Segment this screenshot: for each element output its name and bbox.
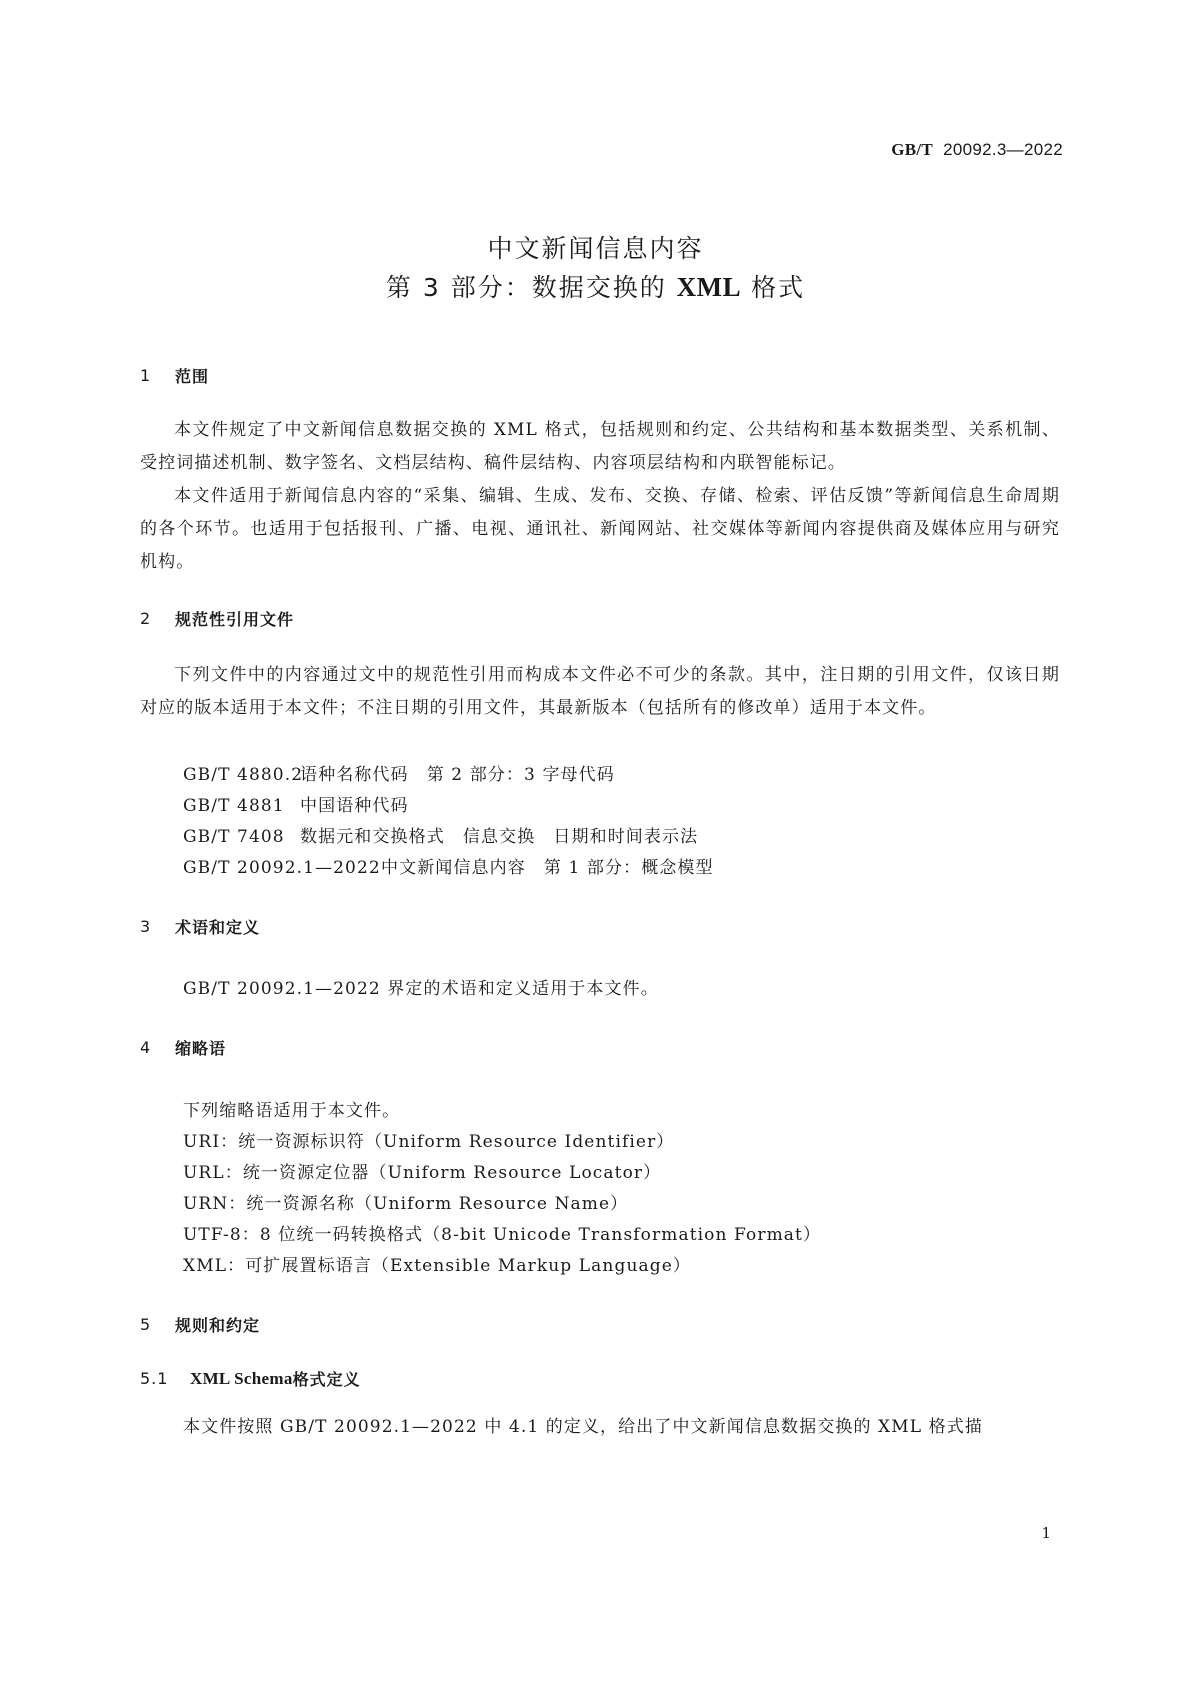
- standard-code-prefix: GB/T: [891, 140, 934, 159]
- abbreviations-intro: 下列缩略语适用于本文件。: [183, 1101, 401, 1121]
- reference-item: [183, 853, 714, 878]
- reference-code: GB/T 4881: [183, 796, 285, 816]
- reference-code: GB/T 4880.2: [183, 765, 304, 785]
- section-heading-5: [140, 1313, 260, 1336]
- section-title: 缩略语: [175, 1039, 227, 1058]
- page-number: 1: [1041, 1524, 1051, 1542]
- section-title: 规范性引用文件: [175, 610, 295, 629]
- abbreviation-item: XML：可扩展置标语言（Extensible Markup Language）: [183, 1256, 691, 1276]
- reference-title: 数据元和交换格式 信息交换 日期和时间表示法: [300, 827, 699, 847]
- reference-title: 中国语种代码: [300, 796, 409, 816]
- section-number: 1: [140, 366, 152, 385]
- title-part-suffix: 格式: [741, 273, 806, 302]
- document-title-line2: [0, 268, 1191, 304]
- section-heading-1: [140, 364, 209, 387]
- section-heading-4: [140, 1036, 226, 1059]
- section-title: 规则和约定: [175, 1316, 261, 1335]
- section-heading-3: [140, 915, 260, 938]
- section-number: 5: [140, 1315, 152, 1334]
- title-part-prefix: 第 3 部分：数据交换的: [385, 273, 677, 302]
- scope-paragraph-2: 本文件适用于新闻信息内容的“采集、编辑、生成、发布、交换、存储、检索、评估反馈”等新闻信息生命周期的各个环节。也适用于包括报刊、广播、电视、通讯社、新闻网站、社交媒体等新闻内容提供商及媒体应用与研究机构。: [140, 486, 1060, 572]
- document-title-line1: 中文新闻信息内容: [487, 234, 704, 263]
- abbreviation-item: URN：统一资源名称（Uniform Resource Name）: [183, 1194, 629, 1214]
- section-heading-2: [140, 607, 294, 630]
- section-number: 3: [140, 917, 152, 936]
- abbreviation-item: UTF-8：8 位统一码转换格式（8-bit Unicode Transformation Format）: [183, 1225, 822, 1245]
- standard-code-number: 20092.3—2022: [943, 140, 1063, 159]
- subsection-title-cn: 格式定义: [292, 1370, 361, 1389]
- reference-title: 语种名称代码 第 2 部分：3 字母代码: [300, 765, 615, 785]
- section-number: 4: [140, 1038, 152, 1057]
- subsection-title-latin: XML Schema: [190, 1368, 293, 1388]
- abbreviation-item: URL：统一资源定位器（Uniform Resource Locator）: [183, 1163, 662, 1183]
- title-xml: XML: [676, 272, 742, 302]
- abbreviation-item: URI：统一资源标识符（Uniform Resource Identifier）: [183, 1132, 675, 1152]
- reference-item: [183, 791, 409, 816]
- section-title: 范围: [175, 367, 210, 386]
- standard-code: [891, 140, 1063, 160]
- subsection-heading-5-1: [140, 1367, 361, 1390]
- terms-paragraph: GB/T 20092.1—2022 界定的术语和定义适用于本文件。: [183, 979, 659, 999]
- section-title: 术语和定义: [175, 918, 261, 937]
- normative-refs-paragraph: 下列文件中的内容通过文中的规范性引用而构成本文件必不可少的条款。其中，注日期的引用文件，仅该日期对应的版本适用于本文件；不注日期的引用文件，其最新版本（包括所有的修改单）适用于本文件。: [140, 665, 1060, 718]
- reference-item: [183, 822, 698, 847]
- reference-item: [183, 760, 615, 785]
- reference-code: GB/T 7408: [183, 827, 285, 847]
- schema-paragraph: 本文件按照 GB/T 20092.1—2022 中 4.1 的定义，给出了中文新闻信息数据交换的 XML 格式描: [183, 1417, 983, 1437]
- reference-title: 中文新闻信息内容 第 1 部分：概念模型: [381, 858, 714, 878]
- section-number: 2: [140, 609, 152, 628]
- scope-paragraph-1: 本文件规定了中文新闻信息数据交换的 XML 格式，包括规则和约定、公共结构和基本数据类型、关系机制、受控词描述机制、数字签名、文档层结构、稿件层结构、内容项层结构和内联智能标记。: [140, 420, 1060, 473]
- subsection-number: 5.1: [140, 1369, 169, 1388]
- reference-code: GB/T 20092.1—2022: [183, 858, 381, 878]
